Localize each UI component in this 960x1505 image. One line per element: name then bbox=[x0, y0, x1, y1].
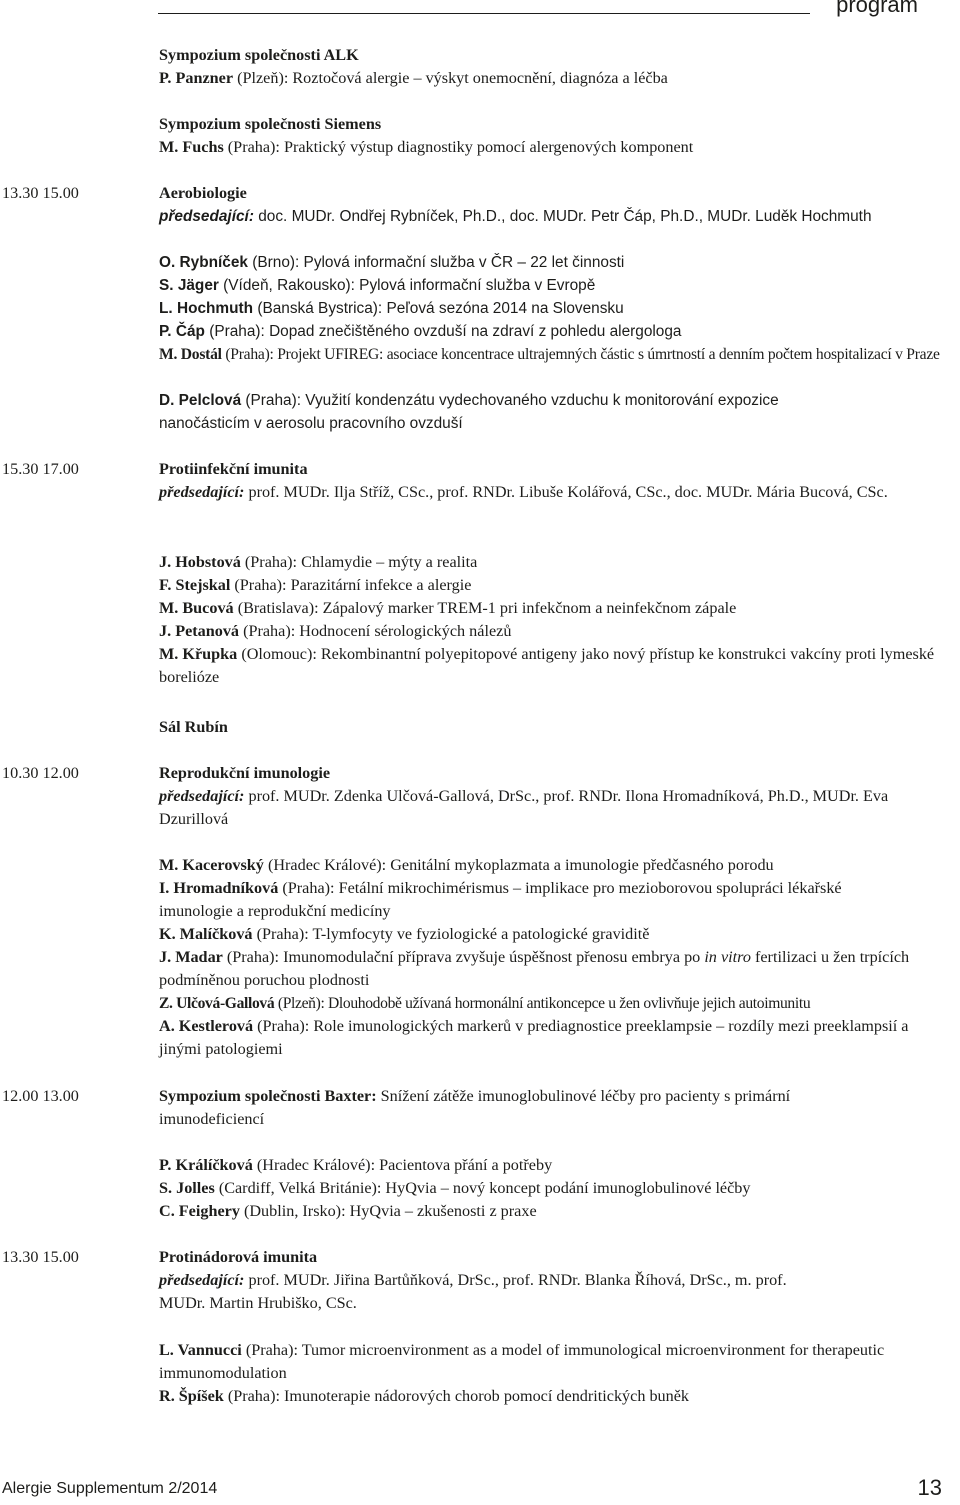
chair-names: prof. MUDr. Jiřina Bartůňková, DrSc., prof. RNDr. Blanka Říhová, DrSc., m. prof. MUDr. Martin Hrubiško, CSc. bbox=[159, 1271, 787, 1312]
chair-label: předsedající: bbox=[159, 208, 254, 225]
talk-title: (Brno): Pylová informační služba v ČR – 22 let činnosti bbox=[247, 254, 625, 271]
speaker-name: C. Feighery bbox=[159, 1202, 240, 1220]
siemens-symposium bbox=[159, 113, 949, 159]
speaker-name: I. Hromadníková bbox=[159, 879, 279, 897]
chair-names: prof. MUDr. Zdenka Ulčová-Gallová, DrSc., prof. RNDr. Ilona Hromadníková, Ph.D., MUDr. Eva Dzurillová bbox=[159, 787, 889, 828]
speaker-name: D. Pelclová bbox=[159, 392, 242, 409]
speaker-name: K. Malíčková bbox=[159, 925, 253, 943]
session-baxter bbox=[159, 1085, 889, 1131]
chair-label: předsedající: bbox=[159, 787, 245, 805]
talk-title: fertilizaci u žen trpících podmíněnou poruchou plodnosti bbox=[159, 948, 910, 989]
speaker-name: P. Panzner bbox=[159, 69, 234, 87]
talk-title: (Praha): Tumor microenvironment as a model of immunological microenvironment for therapeutic immunomodulation bbox=[159, 1341, 885, 1382]
talk-title: (Plzeň): Dlouhodobě užívaná hormonální antikoncepce u žen ovlivňuje jejich autoimunitu bbox=[274, 995, 811, 1012]
journal-name: Alergie Supplementum 2/2014 bbox=[2, 1480, 218, 1497]
session-title: Protinádorová imunita bbox=[159, 1248, 318, 1266]
session-protiinfekcni bbox=[159, 458, 939, 504]
speaker-name: Z. Ulčová-Gallová bbox=[159, 995, 275, 1012]
session-reprodukcni bbox=[159, 762, 949, 831]
baxter-talks bbox=[159, 1154, 949, 1223]
page-number: 13 bbox=[917, 1475, 942, 1500]
session-subtitle: Snížení zátěže imunoglobulinové léčby pro pacienty s primární imunodeficiencí bbox=[159, 1087, 791, 1128]
talk-title: (Cardiff, Velká Británie): HyQvia – nový koncept podání imunoglobulinové léčby bbox=[214, 1179, 751, 1197]
aero-talks bbox=[159, 251, 949, 343]
chair-names: doc. MUDr. Ondřej Rybníček, Ph.D., doc. MUDr. Petr Čáp, Ph.D., MUDr. Luděk Hochmuth bbox=[253, 208, 872, 225]
section-label: program bbox=[836, 0, 918, 17]
talk-title: (Hradec Králové): Pacientova přání a potřeby bbox=[252, 1156, 553, 1174]
talk-title: (Dublin, Irsko): HyQvia – zkušenosti z praxe bbox=[239, 1202, 537, 1220]
speaker-name: J. Madar bbox=[159, 948, 223, 966]
talk-title: (Praha): Role imunologických markerů v prediagnostice preeklampsie – rozdíly mezi preeklampsií a jinými patologiemi bbox=[159, 1017, 909, 1058]
session-aerobiologie bbox=[159, 182, 949, 228]
talk-title: (Hradec Králové): Genitální mykoplazmata a imunologie předčasného porodu bbox=[263, 856, 774, 874]
speaker-name: M. Kacerovský bbox=[159, 856, 264, 874]
symposium-title: Sympozium společnosti ALK bbox=[159, 46, 359, 64]
session-title: Protiinfekční imunita bbox=[159, 460, 308, 478]
speaker-name: J. Petanová bbox=[159, 622, 240, 640]
talk-title: (Praha): Parazitární infekce a alergie bbox=[230, 576, 472, 594]
speaker-name: P. Králíčková bbox=[159, 1156, 253, 1174]
session-time: 15.30 17.00 bbox=[2, 460, 79, 478]
talk-title: (Praha): Praktický výstup diagnostiky pomocí alergenových komponent bbox=[223, 138, 694, 156]
speaker-name: L. Hochmuth bbox=[159, 300, 254, 317]
repro-talk-ulcova bbox=[159, 992, 949, 1015]
talk-title: (Praha): Chlamydie – mýty a realita bbox=[240, 553, 478, 571]
talk-title: (Praha): T-lymfocyty ve fyziologické a patologické graviditě bbox=[252, 925, 650, 943]
repro-talks bbox=[159, 854, 879, 946]
talk-title: (Praha): Dopad znečištěného ovzduší na zdraví z pohledu alergologa bbox=[204, 323, 682, 340]
header-rule bbox=[158, 13, 810, 14]
speaker-name: F. Stejskal bbox=[159, 576, 231, 594]
session-time: 10.30 12.00 bbox=[2, 764, 79, 782]
speaker-name: L. Vannucci bbox=[159, 1341, 242, 1359]
speaker-name: S. Jolles bbox=[159, 1179, 215, 1197]
session-title: Sympozium společnosti Baxter: bbox=[159, 1087, 377, 1105]
talk-title: (Praha): Projekt UFIREG: asociace koncentrace ultrajemných částic s úmrtností a denním počtem hospitalizací v Praze bbox=[221, 346, 940, 363]
session-time: 13.30 15.00 bbox=[2, 1248, 79, 1266]
session-time: 12.00 13.00 bbox=[2, 1087, 79, 1105]
chair-label: předsedající: bbox=[159, 1271, 245, 1289]
speaker-name: M. Křupka bbox=[159, 645, 238, 663]
talk-title: (Praha): Hodnocení sérologických nálezů bbox=[239, 622, 512, 640]
speaker-name: S. Jäger bbox=[159, 277, 219, 294]
speaker-name: M. Bucová bbox=[159, 599, 234, 617]
infect-talk-krupka bbox=[159, 643, 949, 689]
speaker-name: A. Kestlerová bbox=[159, 1017, 254, 1035]
tumor-talks bbox=[159, 1339, 919, 1408]
talk-title: (Praha): Využití kondenzátu vydechovaného vzduchu k monitorování expozice nanočásticím v aerosolu pracovního ovzduší bbox=[159, 392, 779, 432]
chair-names: prof. MUDr. Ilja Stříž, CSc., prof. RNDr. Libuše Kolářová, CSc., doc. MUDr. Mária Bucová, CSc. bbox=[244, 483, 888, 501]
speaker-name: M. Dostál bbox=[159, 346, 222, 363]
talk-title-italic: in vitro bbox=[704, 948, 751, 966]
session-protinadorova bbox=[159, 1246, 819, 1315]
talk-title: (Praha): Imunoterapie nádorových chorob pomocí dendritických buněk bbox=[223, 1387, 690, 1405]
talk-title: (Bratislava): Zápalový marker TREM-1 pri infekčnom a neinfekčnom zápale bbox=[233, 599, 737, 617]
symposium-title: Sympozium společnosti Siemens bbox=[159, 115, 382, 133]
talk-title: (Praha): Fetální mikrochimérismus – implikace pro mezioborovou spolupráci lékařské imunologie a reprodukční medicíny bbox=[159, 879, 842, 920]
speaker-name: M. Fuchs bbox=[159, 138, 224, 156]
repro-talk-kestlerova bbox=[159, 1015, 919, 1061]
alk-symposium bbox=[159, 44, 949, 90]
repro-talk-madar bbox=[159, 946, 949, 992]
speaker-name: O. Rybníček bbox=[159, 254, 248, 271]
talk-title: (Olomouc): Rekombinantní polyepitopové antigeny jako nový přístup ke konstrukci vakcíny proti lymeské borelióze bbox=[159, 645, 935, 686]
speaker-name: R. Špíšek bbox=[159, 1387, 224, 1405]
hall-heading bbox=[159, 716, 949, 739]
chair-label: předsedající: bbox=[159, 483, 245, 501]
aero-talk-pelclova bbox=[159, 389, 859, 435]
hall-name: Sál Rubín bbox=[159, 718, 228, 736]
session-time: 13.30 15.00 bbox=[2, 184, 79, 202]
talk-title: (Praha): Imunomodulační příprava zvyšuje úspěšnost přenosu embrya po bbox=[222, 948, 705, 966]
session-title: Reprodukční imunologie bbox=[159, 764, 331, 782]
speaker-name: P. Čáp bbox=[159, 323, 205, 340]
talk-title: (Plzeň): Roztočová alergie – výskyt onemocnění, diagnóza a léčba bbox=[233, 69, 668, 87]
session-title: Aerobiologie bbox=[159, 184, 247, 202]
infect-talks bbox=[159, 551, 949, 643]
speaker-name: J. Hobstová bbox=[159, 553, 241, 571]
talk-title: (Banská Bystrica): Peľová sezóna 2014 na Slovensku bbox=[253, 300, 624, 317]
talk-title: (Vídeň, Rakousko): Pylová informační služba v Evropě bbox=[218, 277, 596, 294]
aero-talk-dostal bbox=[159, 343, 949, 366]
